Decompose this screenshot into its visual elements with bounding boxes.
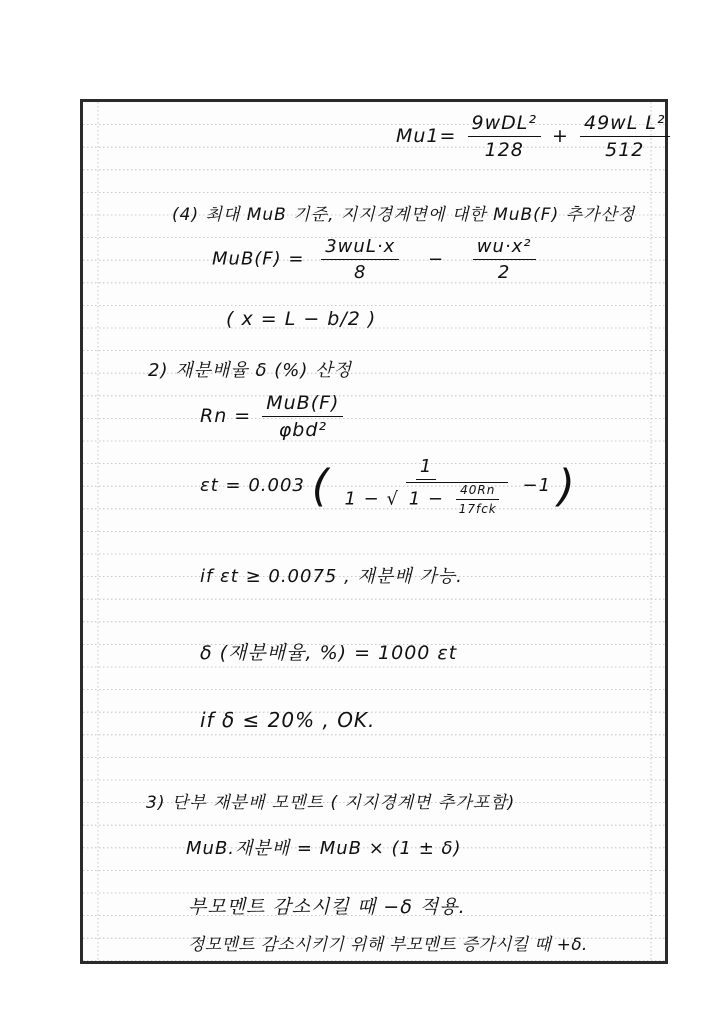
rn-lhs: Rn =: [200, 405, 252, 427]
rn-den: φbd²: [278, 419, 327, 441]
mubf-formula: [212, 236, 540, 283]
mubf-term1-den: 8: [354, 262, 367, 283]
rn-formula: [200, 392, 347, 441]
mu1-term1-num: 9wDL²: [468, 112, 541, 137]
mubf-term2: [473, 236, 536, 283]
mubf-lhs: MuB(F) =: [212, 248, 305, 270]
mubf-term1-num: 3wuL·x: [321, 236, 399, 260]
et-one: 1: [416, 456, 436, 480]
et-denominator: [340, 480, 511, 516]
mu1-term2: [580, 112, 670, 161]
mub-redistribution: MuB.재분배 = MuB × (1 ± δ): [186, 838, 462, 859]
mu1-term2-den: 512: [605, 139, 645, 161]
mubf-term2-den: 2: [497, 262, 511, 283]
et-inner-den: 17fck: [458, 502, 497, 516]
et-inner-fraction: [455, 483, 501, 516]
et-outer-fraction: [340, 456, 511, 516]
et-formula: [200, 456, 576, 516]
et-sqrt-body: [406, 482, 508, 516]
mu1-formula: [396, 112, 674, 161]
et-close-paren: ): [557, 460, 576, 512]
mubf-term2-num: wu·x²: [473, 236, 536, 260]
x-definition: ( x = L − b/2 ): [226, 308, 377, 330]
et-tail: −1: [522, 475, 552, 496]
mubf-term1: [321, 236, 399, 283]
delta-definition: δ (재분배율, %) = 1000 εt: [200, 642, 458, 664]
et-open-paren: (: [311, 460, 330, 512]
step4-heading: (4) 최대 MuB 기준, 지지경계면에 대한 MuB(F) 추가산정: [172, 205, 636, 225]
et-den-a: 1 −: [344, 488, 380, 510]
sqrt-icon: √: [386, 488, 399, 510]
note-positive-moment: 정모멘트 감소시키기 위해 부모멘트 증가시킬 때 +δ.: [188, 935, 588, 955]
step3-heading: 3) 단부 재분배 모멘트 ( 지지경계면 추가포함): [146, 793, 516, 813]
mu1-plus: +: [552, 125, 569, 147]
condition-delta: if δ ≤ 20% , OK.: [200, 708, 376, 732]
step2-heading: 2) 재분배율 δ (%) 산정: [148, 360, 352, 381]
mu1-term1-den: 128: [484, 139, 524, 161]
note-negative-moment: 부모멘트 감소시킬 때 −δ 적용.: [188, 896, 466, 918]
et-lhs: εt = 0.003: [200, 475, 305, 496]
mubf-minus: −: [427, 248, 445, 270]
et-inner-num: 40Rn: [456, 483, 499, 500]
mu1-lhs: Mu1=: [396, 125, 457, 147]
mu1-term2-num: 49wL L²: [580, 112, 670, 137]
mu1-term1: [468, 112, 541, 161]
ruled-grid: [83, 102, 665, 961]
condition-et: if εt ≥ 0.0075 , 재분배 가능.: [200, 566, 463, 587]
rn-num: MuB(F): [262, 392, 343, 417]
et-den-b: 1 −: [408, 488, 444, 510]
rn-fraction: [262, 392, 343, 441]
